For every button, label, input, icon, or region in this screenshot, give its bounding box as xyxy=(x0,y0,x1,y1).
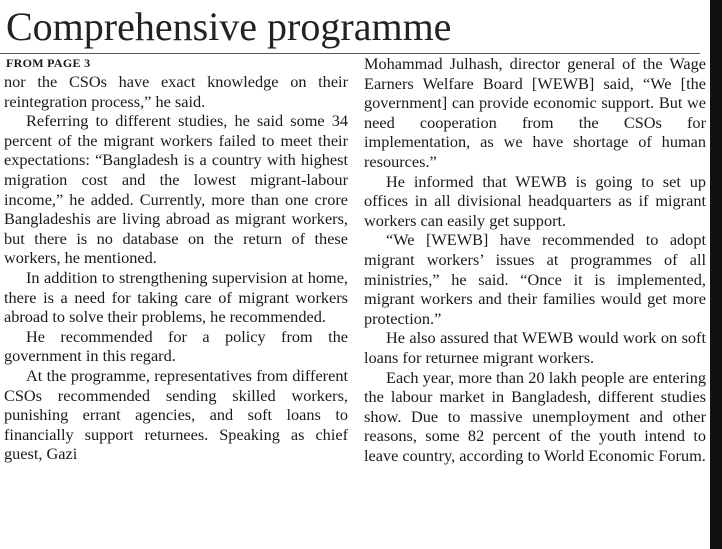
paragraph: He informed that WEWB is going to set up offices in all divisional headquarters as if migrant workers can easily get support. xyxy=(364,171,706,230)
paragraph: nor the CSOs have exact knowledge on their reintegration process,” he said. xyxy=(4,72,348,111)
paragraph: In addition to strengthening supervision at home, there is a need for taking care of migrant workers abroad to solve their problems, he recommended. xyxy=(4,267,348,327)
paragraph: At the programme, representatives from different CSOs recommended sending skilled workers, punishing errant agencies, and soft loans to financially support returnees. Speaking as chief guest, Gazi xyxy=(4,365,348,464)
paragraph: “We [WEWB] have recommended to adopt migrant workers’ issues at programmes of all ministries,” he said. “Once it is implemented, migrant workers and their families would get more protection.” xyxy=(364,230,706,328)
column-left xyxy=(4,72,348,464)
column-right xyxy=(364,54,706,465)
dateline: FROM PAGE 3 xyxy=(6,56,91,70)
paragraph: He also assured that WEWB would work on soft loans for returnee migrant workers. xyxy=(364,328,706,367)
page-edge-border xyxy=(710,0,722,549)
headline: Comprehensive programme xyxy=(6,4,452,49)
paragraph: Mohammad Julhash, director general of the Wage Earners Welfare Board [WEWB] said, “We [the government] can provide economic support. But we need cooperation from the CSOs for implementation, as we have shortage of human resources.” xyxy=(364,54,706,171)
paragraph: Referring to different studies, he said some 34 percent of the migrant workers failed to meet their expectations: “Bangladesh is a country with highest migration cost and the lowest migrant-labour income,” he added. Currently, more than one crore Bangladeshis are living abroad as migrant workers, but there is no database on the return of these workers, he mentioned. xyxy=(4,111,348,268)
paragraph: He recommended for a policy from the government in this regard. xyxy=(4,326,348,366)
paragraph: Each year, more than 20 lakh people are entering the labour market in Bangladesh, different studies show. Due to massive unemployment and other reasons, some 82 percent of the youth intend to leave country, according to World Economic Forum. xyxy=(364,367,706,465)
